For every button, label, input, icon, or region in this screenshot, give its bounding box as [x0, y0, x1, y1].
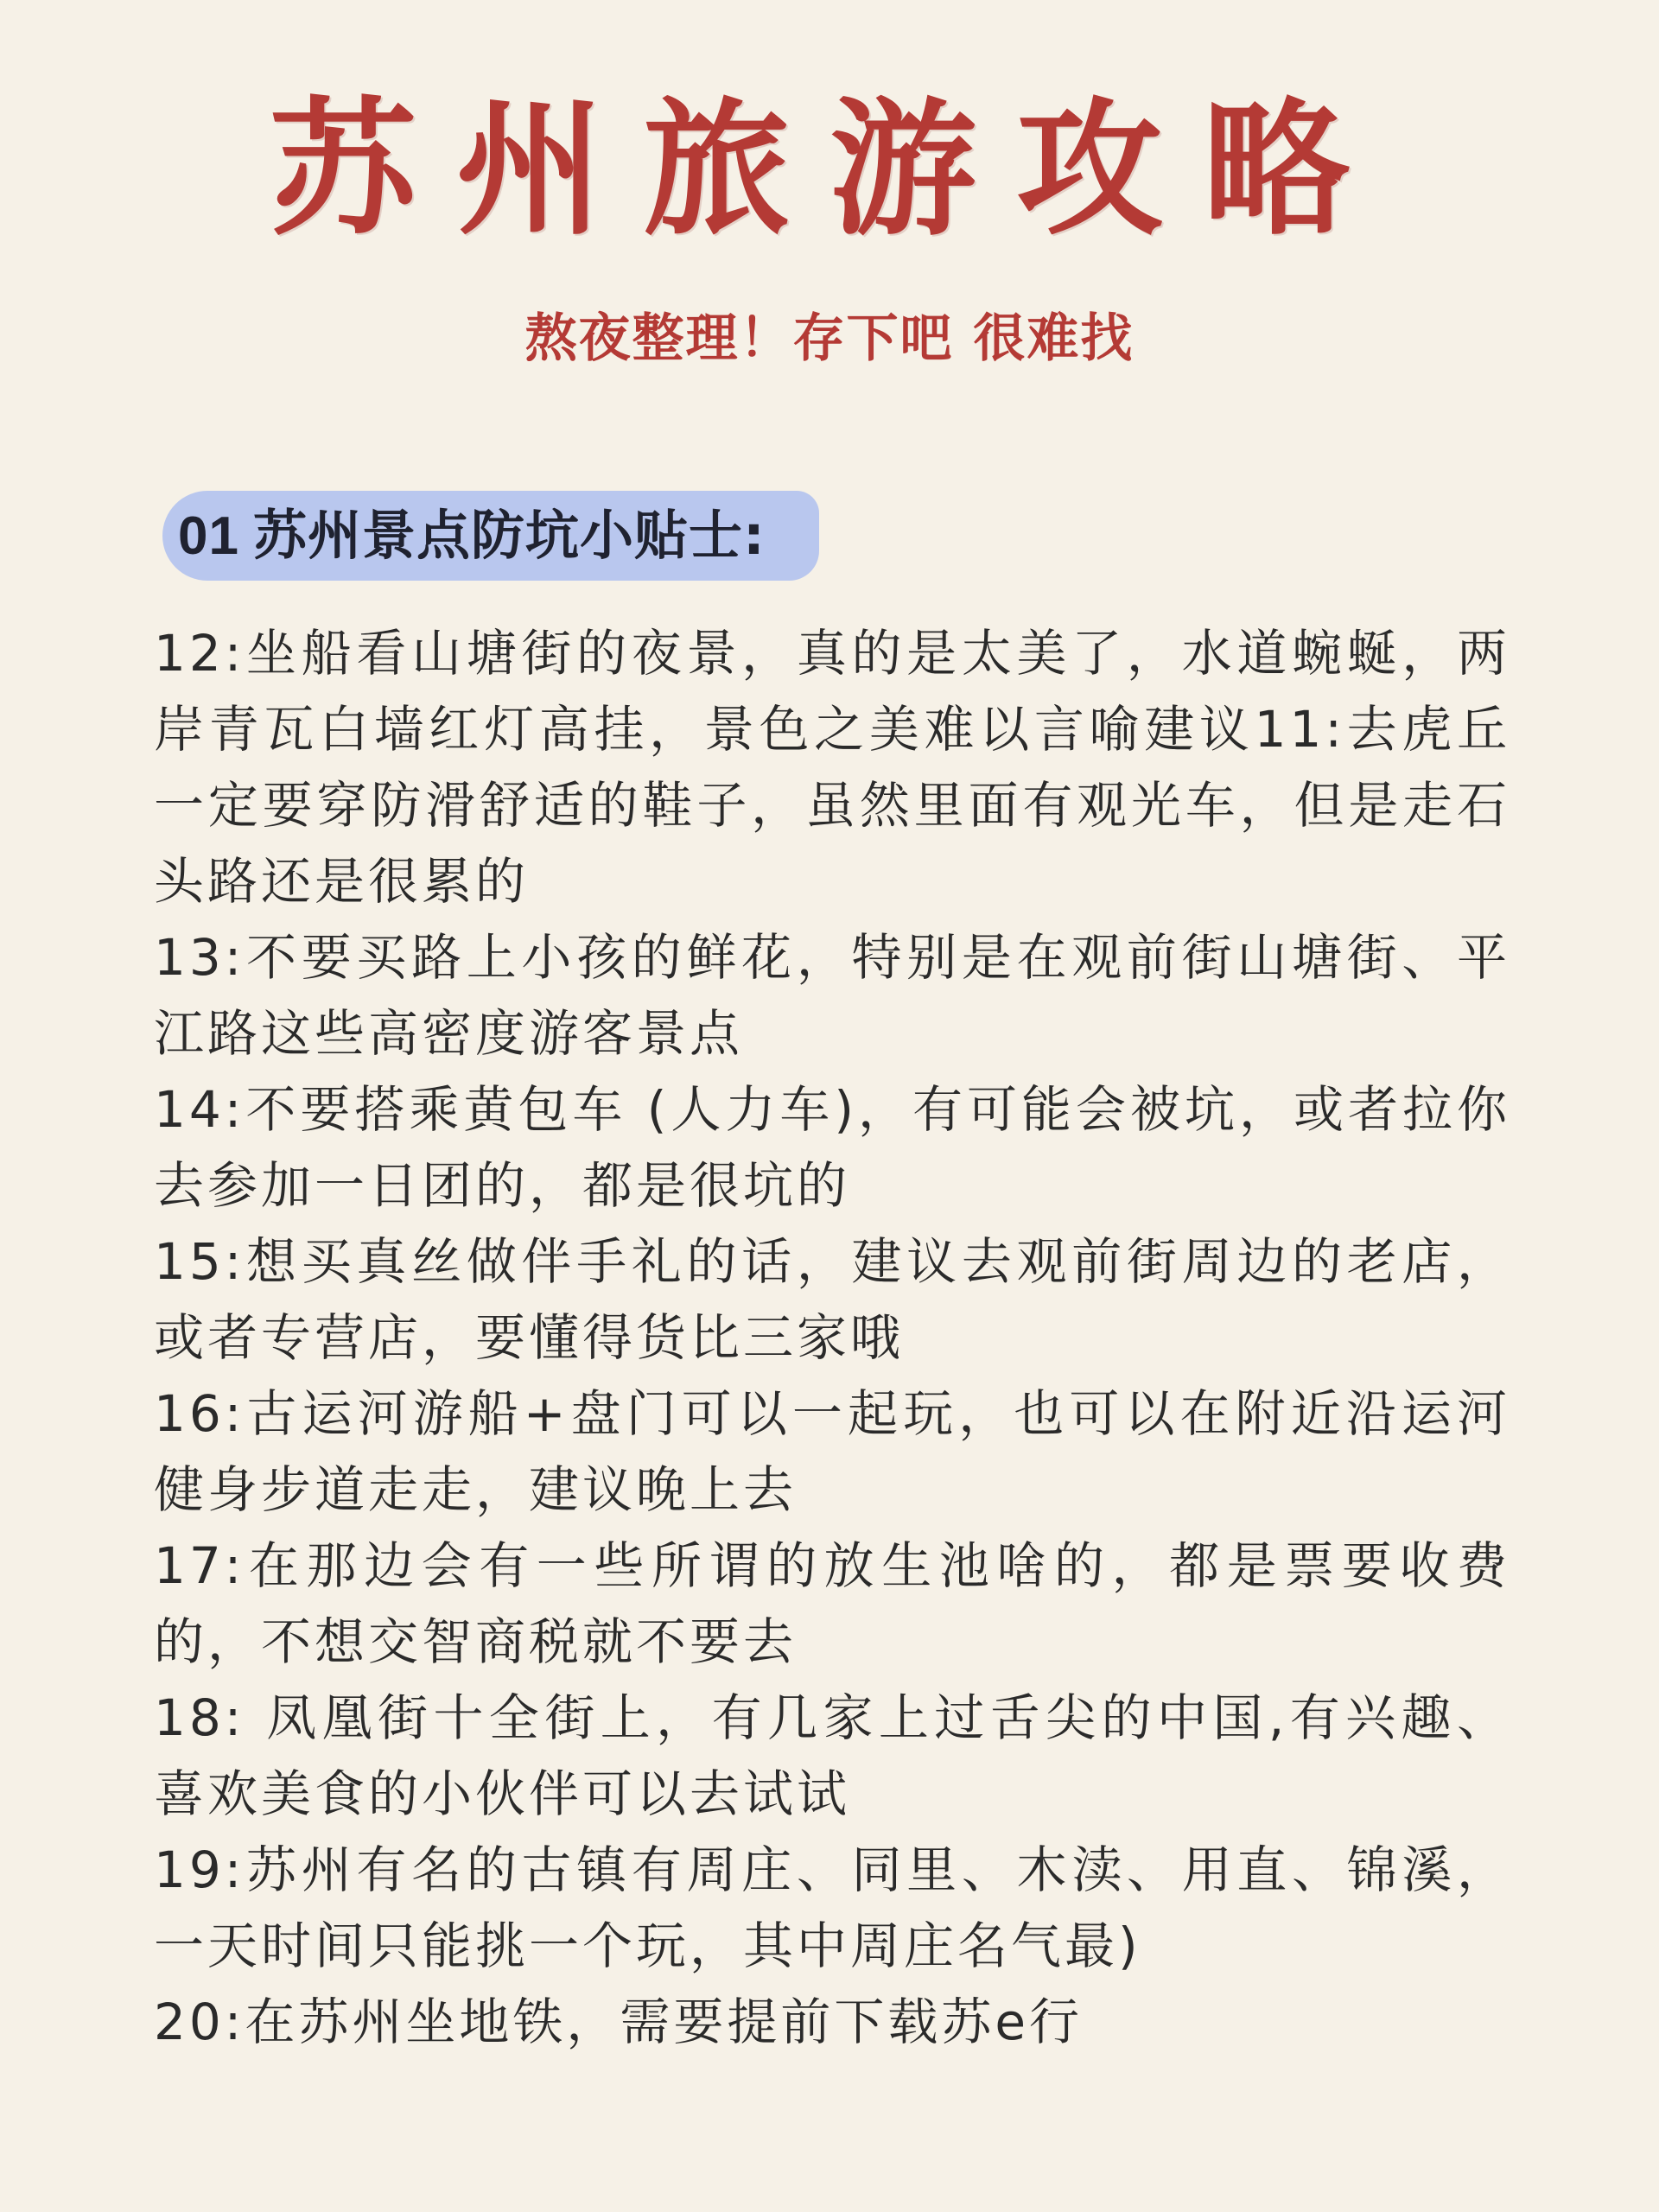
- page-title: 苏州旅游攻略: [269, 83, 1389, 256]
- tip-item-15: 15:想买真丝做伴手礼的话，建议去观前街周边的老店，或者专营店，要懂得货比三家哦: [154, 1232, 1510, 1367]
- tip-item-14: 14:不要搭乘黄包车 (人力车)，有可能会被坑，或者拉你去参加一日团的，都是很坑的: [154, 1080, 1510, 1215]
- section-heading-text: [178, 501, 766, 571]
- tip-item-18: 18: 凤凰街十全街上，有几家上过舌尖的中国,有兴趣、喜欢美食的小伙伴可以去试试: [154, 1688, 1510, 1823]
- tip-item-12: 12:坐船看山塘街的夜景，真的是太美了，水道蜿蜒，两岸青瓦白墙红灯高挂，景色之美难以言喻建议11:去虎丘一定要穿防滑舒适的鞋子，虽然里面有观光车，但是走石头路还是很累的: [154, 624, 1510, 911]
- tip-item-19: 19:苏州有名的古镇有周庄、同里、木渎、用直、锦溪，一天时间只能挑一个玩，其中周庄名气最): [154, 1840, 1510, 1975]
- tip-item-16: 16:古运河游船+盘门可以一起玩，也可以在附近沿运河健身步道走走，建议晚上去: [154, 1384, 1510, 1519]
- tip-item-13: 13:不要买路上小孩的鲜花，特别是在观前街山塘街、平江路这些高密度游客景点: [154, 928, 1510, 1063]
- tip-item-17: 17:在那边会有一些所谓的放生池啥的，都是票要收费的，不想交智商税就不要去: [154, 1536, 1510, 1671]
- page-subtitle: 熬夜整理！存下吧 很难找: [524, 308, 1135, 369]
- section-heading: [162, 491, 819, 581]
- section-number: 01: [178, 506, 239, 566]
- tip-item-20: 20:在苏州坐地铁，需要提前下载苏e行: [154, 1993, 1084, 2051]
- section-title: 苏州景点防坑小贴士:: [252, 504, 766, 567]
- tips-list: [154, 615, 1510, 2060]
